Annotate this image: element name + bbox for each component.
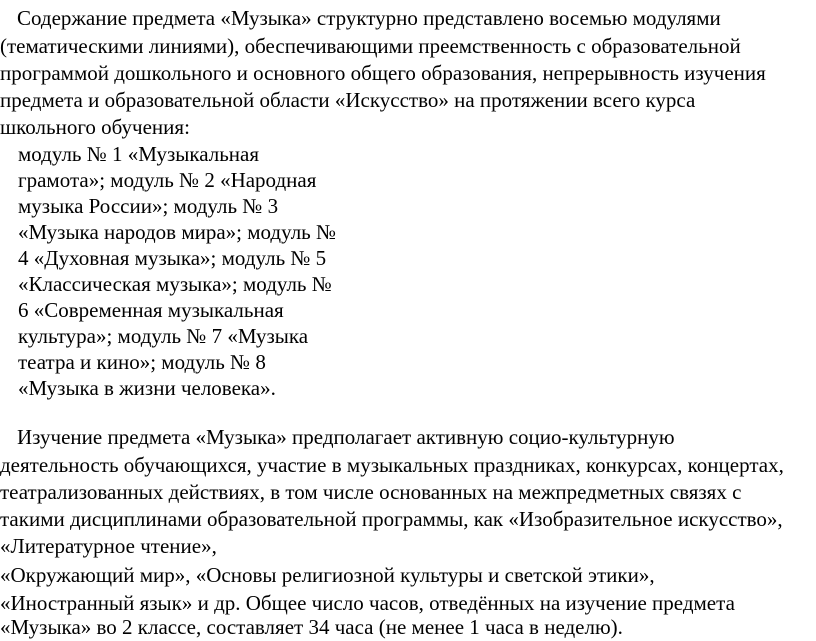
text-line: программой дошкольного и основного общего образования, непрерывность изучения — [0, 61, 766, 85]
module-line: «Классическая музыка»; модуль № — [18, 272, 332, 296]
module-line: модуль № 1 «Музыкальная — [18, 142, 260, 166]
text-line: «Окружающий мир», «Основы религиозной культуры и светской этики», — [0, 563, 655, 587]
text-line: «Иностранный язык» и др. Общее число часов, отведённых на изучение предмета — [0, 591, 735, 615]
modules-list — [18, 141, 378, 401]
module-line: «Музыка в жизни человека». — [18, 376, 276, 400]
module-line: грамота»; модуль № 2 «Народная — [18, 168, 317, 192]
module-line: 6 «Современная музыкальная — [18, 298, 284, 322]
text-line: «Музыка» во 2 классе, составляет 34 часа (не менее 1 часа в неделю). — [0, 615, 623, 639]
text-line: школьного обучения: — [0, 115, 190, 139]
text-line: «Литературное чтение», — [0, 534, 217, 558]
text-line: Изучение предмета «Музыка» предполагает активную социо-культурную — [17, 425, 675, 449]
module-line: театра и кино»; модуль № 8 — [18, 350, 266, 374]
text-line: Содержание предмета «Музыка» структурно представлено восемью модулями — [17, 6, 721, 30]
text-line: (тематическими линиями), обеспечивающими преемственность с образовательной — [0, 34, 741, 58]
text-line: предмета и образовательной области «Искусство» на протяжении всего курса — [0, 88, 696, 112]
module-line: музыка России»; модуль № 3 — [18, 194, 279, 218]
module-line: «Музыка народов мира»; модуль № — [18, 220, 337, 244]
text-line: такими дисциплинами образовательной программы, как «Изобразительное искусство», — [0, 507, 783, 531]
text-line: деятельность обучающихся, участие в музыкальных праздниках, конкурсах, концертах, — [0, 453, 784, 477]
text-line: театрализованных действиях, в том числе основанных на межпредметных связях с — [0, 480, 742, 504]
module-line: культура»; модуль № 7 «Музыка — [18, 324, 309, 348]
module-line: 4 «Духовная музыка»; модуль № 5 — [18, 246, 327, 270]
